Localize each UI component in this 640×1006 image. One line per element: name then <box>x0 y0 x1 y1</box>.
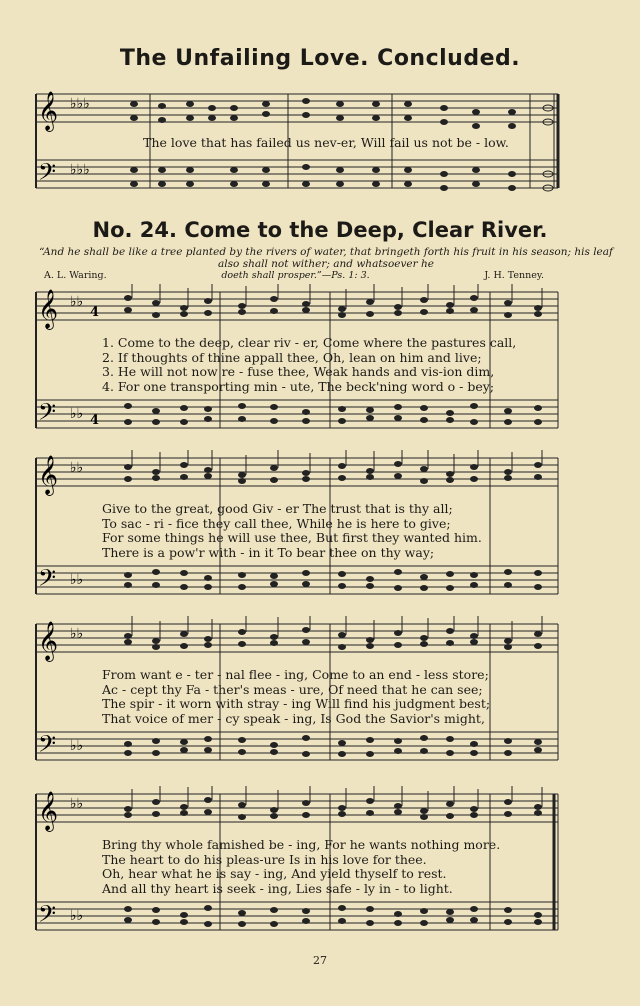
music-system-2 <box>30 450 590 610</box>
bass-clef-icon: 𝄢 <box>38 730 57 763</box>
lyric-line: And all thy heart is seek - ing, Lies safe - ly in - to light. <box>102 880 453 896</box>
author-credit: A. L. Waring. <box>44 270 107 281</box>
treble-staff <box>36 292 558 320</box>
key-signature-bass-icon: ♭♭ <box>70 572 84 588</box>
scripture-epigraph: “And he shall be like a tree planted by the rivers of water, that bringeth forth his fruit in his season; his leaf also shall not wither; and whatsoever he <box>39 246 613 270</box>
key-signature-icon: ♭♭ <box>70 460 84 476</box>
previous-hymn-title: The Unfailing Love. Concluded. <box>119 46 521 71</box>
key-signature-icon: ♭♭ <box>70 796 84 812</box>
lyric-line: The heart to do his pleas-ure Is in his love for thee. <box>102 851 427 867</box>
key-signature-bass-icon: ♭♭♭ <box>70 162 90 178</box>
treble-clef-icon: 𝄞 <box>38 91 59 131</box>
verse-block <box>102 668 582 726</box>
bass-clef-icon: 𝄢 <box>38 158 57 191</box>
key-signature-bass-icon: ♭♭ <box>70 908 84 924</box>
composer-credit: J. H. Tenney. <box>484 270 544 281</box>
lyric-line: From want e - ter - nal flee - ing, Come to an end - less store; <box>102 667 489 682</box>
bass-staff <box>36 902 558 930</box>
lyric-line-concluded: The love that has failed us nev-er, Will fail us not be - low. <box>143 135 509 150</box>
credits-line <box>44 270 544 281</box>
lyric-line: For some things he will use thee, But first they wanted him. <box>102 530 482 545</box>
music-system-concluded <box>30 84 590 204</box>
bass-clef-icon: 𝄢 <box>38 564 57 597</box>
treble-staff <box>36 94 558 122</box>
lyric-line: 3. He will not now re - fuse thee, Weak hands and vis-ion dim, <box>102 364 495 379</box>
key-signature-bass-icon: ♭♭ <box>70 406 84 422</box>
lyric-line: 2. If thoughts of thine appall thee, Oh, lean on him and live; <box>102 349 482 365</box>
treble-clef-icon: 𝄞 <box>38 791 59 831</box>
time-signature-icon: 4 <box>90 305 100 320</box>
hymn-title: No. 24. Come to the Deep, Clear River. <box>92 218 548 242</box>
treble-staff <box>36 624 558 652</box>
bass-staff <box>36 566 558 594</box>
bass-staff <box>36 400 558 428</box>
lyric-line: That voice of mer - cy speak - ing, Is God the Savior's might, <box>102 710 485 726</box>
bass-clef-icon: 𝄢 <box>38 398 57 431</box>
music-system-3 <box>30 616 590 776</box>
lyric-line: Give to the great, good Giv - er The trust that is thy all; <box>102 501 453 516</box>
treble-staff <box>36 458 558 486</box>
key-signature-bass-icon: ♭♭ <box>70 738 84 754</box>
music-system-1 <box>30 284 590 444</box>
verse-block <box>102 502 582 560</box>
bass-staff <box>36 732 558 760</box>
lyric-line: Bring thy whole famished be - ing, For he wants nothing more. <box>102 837 501 852</box>
time-signature-bass-icon: 4 <box>90 413 100 428</box>
key-signature-icon: ♭♭♭ <box>70 96 90 112</box>
treble-clef-icon: 𝄞 <box>38 621 59 661</box>
page-number: 27 <box>313 954 327 967</box>
treble-clef-icon: 𝄞 <box>38 289 59 329</box>
notes-bass <box>130 164 553 191</box>
lyric-line: To sac - ri - fice they call thee, While he is here to give; <box>102 515 451 531</box>
lyric-line: Oh, hear what he is say - ing, And yield thyself to rest. <box>102 866 447 881</box>
treble-clef-icon: 𝄞 <box>38 455 59 495</box>
key-signature-icon: ♭♭ <box>70 626 84 642</box>
notes-treble <box>130 98 553 129</box>
lyric-line: There is a pow'r with - in it To bear thee on thy way; <box>102 544 435 560</box>
verse-reference: doeth shall prosper.”—Ps. 1: 3. <box>221 270 370 281</box>
lyric-line: 1. Come to the deep, clear riv - er, Come where the pastures call, <box>102 335 517 350</box>
lyric-line: Ac - cept thy Fa - ther's meas - ure, Of need that he can see; <box>102 681 483 697</box>
lyric-line: 4. For one transporting min - ute, The beck'ning word o - bey; <box>102 378 495 394</box>
lyric-line: The spir - it worn with stray - ing Will find his judgment best; <box>102 696 491 711</box>
key-signature-icon: ♭♭ <box>70 294 84 310</box>
bass-clef-icon: 𝄢 <box>38 900 57 933</box>
music-system-4 <box>30 786 590 948</box>
verse-block <box>102 336 582 394</box>
verse-block <box>102 838 582 896</box>
treble-staff <box>36 794 558 822</box>
